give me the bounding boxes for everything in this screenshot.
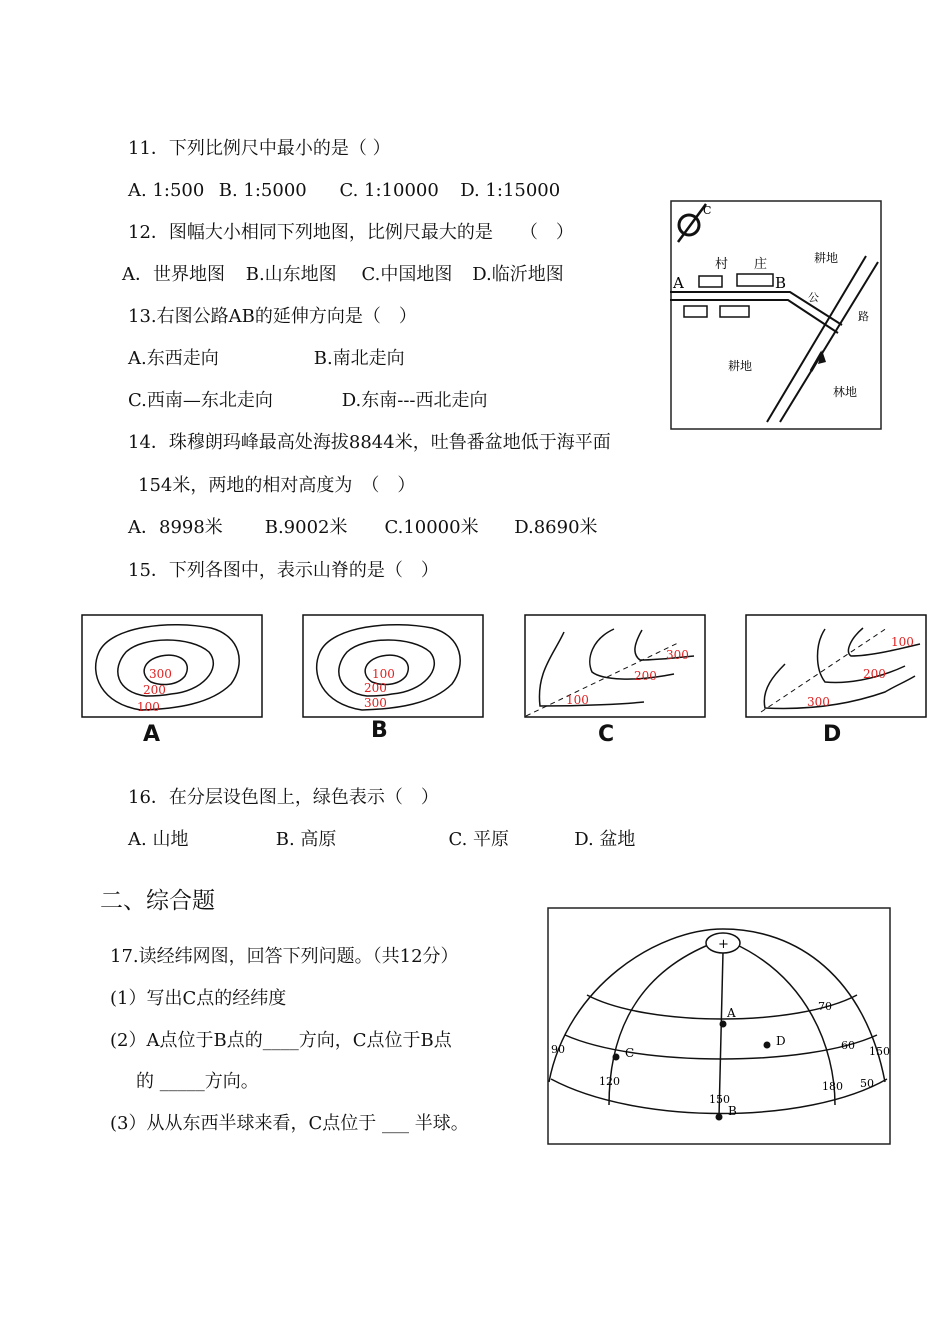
q17-part3: (3）从从东西半球来看，C点位于 ___ 半球。 — [110, 1113, 469, 1134]
label-lat-60: 60 — [841, 1039, 855, 1052]
q17-part2: (2）A点位于B点的____方向，C点位于B点 — [110, 1030, 452, 1051]
q13-option-c[interactable]: C.西南—东北走向 — [128, 390, 273, 411]
contour-b-value-1: 100 — [372, 667, 395, 681]
q12-option-c[interactable]: C.中国地图 — [361, 264, 453, 285]
contour-map-c[interactable] — [524, 614, 706, 718]
q14-stem: 14．珠穆朗玛峰最高处海拔8844米，吐鲁番盆地低于海平面 — [128, 432, 611, 453]
point-c: C — [625, 1046, 635, 1060]
q16-options — [128, 828, 635, 852]
label-lat-70: 70 — [818, 1000, 832, 1013]
q12-options — [122, 263, 564, 287]
q14-option-c[interactable]: C.10000米 — [384, 517, 479, 538]
contour-map-a[interactable] — [81, 614, 263, 718]
contour-d-value-2: 200 — [863, 667, 886, 681]
q13-stem: 13.右图公路AB的延伸方向是（ ） — [128, 306, 417, 327]
q12-stem: 12．图幅大小相同下列地图，比例尺最大的是 （ ） — [128, 222, 574, 243]
contour-label-d: D — [823, 722, 842, 747]
village-label-1: 村 — [715, 257, 729, 272]
q11-option-b[interactable]: B. 1:5000 — [218, 180, 307, 201]
forest-label: 林地 — [833, 385, 858, 399]
q12-option-b[interactable]: B.山东地图 — [245, 264, 337, 285]
q12-option-a[interactable]: A．世界地图 — [122, 264, 225, 285]
contour-c-value-3: 100 — [566, 693, 589, 707]
q14-stem-cont: 154米，两地的相对高度为 （ ） — [138, 475, 416, 496]
q14-option-a[interactable]: A．8998米 — [128, 517, 223, 538]
contour-a-value-1: 300 — [149, 667, 172, 681]
label-lon-180: 180 — [822, 1080, 843, 1093]
north-label: C — [703, 204, 712, 217]
contour-a-value-2: 200 — [143, 683, 166, 697]
contour-map-d[interactable] — [745, 614, 927, 718]
label-lon-90: 90 — [551, 1043, 565, 1056]
road-label-2: 路 — [858, 310, 869, 323]
q14-options — [128, 516, 598, 540]
graticule-figure — [547, 907, 891, 1145]
village-label-2: 庄 — [754, 257, 768, 272]
q16-option-b[interactable]: B. 高原 — [275, 829, 337, 850]
contour-d-value-3: 300 — [807, 695, 830, 709]
q11-stem: 11．下列比例尺中最小的是（ ） — [128, 138, 391, 159]
contour-c-value-1: 300 — [666, 648, 689, 662]
contour-label-c: C — [598, 722, 615, 747]
point-b: B — [728, 1104, 737, 1118]
q17-stem: 17.读经纬网图，回答下列问题。（共12分） — [110, 946, 459, 967]
q11-options — [128, 179, 560, 203]
q15-stem: 15．下列各图中，表示山脊的是（ ） — [128, 560, 439, 581]
q13-options-row1 — [128, 347, 405, 371]
label-lon-150-right: 150 — [869, 1045, 890, 1058]
q12-option-d[interactable]: D.临沂地图 — [472, 264, 564, 285]
contour-c-value-2: 200 — [634, 669, 657, 683]
q11-option-a[interactable]: A. 1:500 — [128, 180, 205, 201]
label-lon-150-center: 150 — [709, 1093, 730, 1106]
q16-stem: 16．在分层设色图上，绿色表示（ ） — [128, 787, 439, 808]
q13-option-b[interactable]: B.南北走向 — [313, 348, 405, 369]
q14-option-b[interactable]: B.9002米 — [264, 517, 348, 538]
label-lon-120: 120 — [599, 1075, 620, 1088]
section-heading: 二、综合题 — [100, 888, 215, 914]
q11-option-d[interactable]: D. 1:15000 — [460, 180, 561, 201]
label-lat-50: 50 — [860, 1077, 874, 1090]
road-point-b: B — [775, 274, 787, 292]
contour-b-value-3: 300 — [364, 696, 387, 710]
point-a: A — [727, 1006, 736, 1020]
q14-option-d[interactable]: D.8690米 — [514, 517, 598, 538]
point-d: D — [776, 1034, 786, 1048]
q16-option-d[interactable]: D. 盆地 — [574, 829, 636, 850]
q17-part2-cont: 的 _____方向。 — [136, 1071, 259, 1092]
contour-map-b[interactable] — [302, 614, 484, 718]
contour-label-a: A — [143, 722, 161, 747]
q13-option-d[interactable]: D.东南---西北走向 — [341, 390, 488, 411]
contour-d-value-1: 100 — [891, 635, 914, 649]
q13-options-row2 — [128, 389, 488, 413]
farmland-label-2: 耕地 — [728, 359, 753, 373]
q17-part1: (1）写出C点的经纬度 — [110, 988, 287, 1009]
q16-option-a[interactable]: A. 山地 — [128, 829, 189, 850]
contour-label-b: B — [371, 718, 388, 743]
road-map-figure — [670, 200, 882, 430]
q13-option-a[interactable]: A.东西走向 — [128, 348, 219, 369]
contour-b-value-2: 200 — [364, 681, 387, 695]
road-point-a: A — [673, 274, 684, 292]
contour-a-value-3: 100 — [137, 700, 160, 714]
road-label-1: 公 — [808, 291, 819, 304]
q16-option-c[interactable]: C. 平原 — [448, 829, 510, 850]
q11-option-c[interactable]: C. 1:10000 — [339, 180, 439, 201]
farmland-label-1: 耕地 — [814, 251, 839, 265]
pole-marker: + — [718, 937, 729, 952]
